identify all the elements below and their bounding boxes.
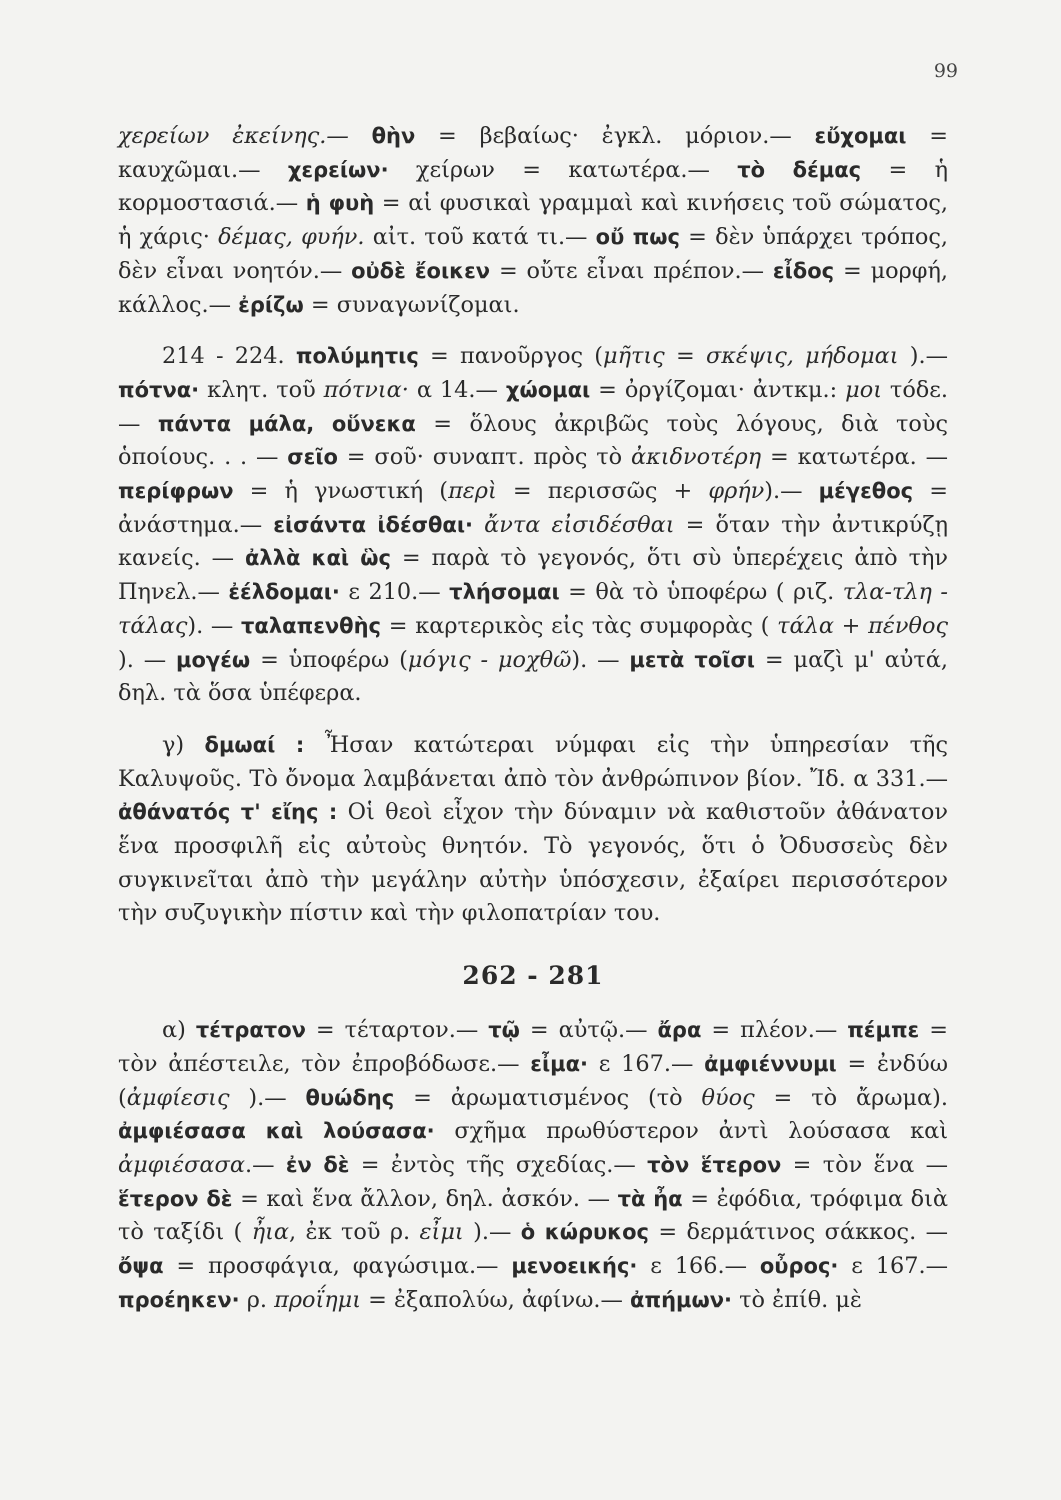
- gloss-text: = καὶ ἕνα ἄλλον, δηλ. ἀσκόν. —: [232, 1185, 618, 1212]
- lemma-term: χερείων·: [287, 157, 389, 182]
- paragraph-4: [118, 1014, 948, 1317]
- lemma-term: ἐν δὲ: [285, 1152, 350, 1177]
- italic-text: ἄντα εἰσιδέσθαι: [484, 511, 675, 538]
- lemma-term: ἀμφιέννυμι: [704, 1051, 837, 1076]
- gloss-text: = περισσῶς +: [496, 478, 709, 505]
- lemma-term: ἀθάνατός τ' εἴης :: [118, 800, 338, 825]
- lemma-term: μενοεικής·: [511, 1254, 638, 1279]
- page-number: 99: [933, 60, 958, 82]
- gloss-text: τόδε. —: [118, 376, 949, 437]
- lemma-term: τὰ ἦα: [617, 1186, 683, 1211]
- italic-text: ἀκιδνοτέρη: [630, 444, 762, 471]
- gloss-text: ε 167.—: [838, 1253, 948, 1280]
- italic-text: μοι: [845, 376, 882, 403]
- lemma-term: εἰσάντα ἰδέσθαι·: [273, 512, 474, 537]
- gloss-text: = τέταρτον.—: [305, 1017, 489, 1044]
- gloss-text: [473, 512, 484, 538]
- italic-text: μόγις - μοχθῶ: [407, 646, 572, 673]
- lemma-term: μετὰ τοῖσι: [629, 647, 755, 672]
- lemma-term: ἐρίζω: [238, 292, 304, 317]
- lemma-term: εὔχομαι: [814, 124, 907, 148]
- italic-text: σκέψις, μήδομαι: [705, 343, 899, 370]
- gloss-text: = καρτερικὸς εἰς τὰς συμφορὰς (: [381, 612, 778, 639]
- body-text: [118, 120, 948, 1318]
- gloss-text: = ὀργίζομαι· ἀντκμ.:: [590, 376, 846, 403]
- gloss-text: =: [664, 343, 706, 370]
- lemma-term: τέτρατον: [195, 1018, 306, 1043]
- lemma-term: ἀλλὰ καὶ ὣς: [245, 546, 391, 571]
- gloss-text: = αὐτῷ.—: [519, 1017, 658, 1044]
- italic-text: δέμας, φυήν.: [218, 224, 365, 251]
- gloss-text: Ἦσαν κατώτεραι νύμφαι εἰς τὴν ὑπηρεσίαν τῆς Καλυψοῦς. Τὸ ὄνομα λαμβάνεται ἀπὸ τὸν ἀνθρώπινον βίον. Ἴδ. α 331.—: [118, 731, 948, 792]
- paragraph-3: [118, 729, 948, 931]
- gloss-text: γ): [162, 731, 205, 758]
- lemma-term: μέγεθος: [818, 479, 914, 504]
- gloss-text: = αἱ φυσικαὶ γραμμαὶ καὶ κινήσεις τοῦ σώματος, ἡ χάρις·: [118, 190, 948, 251]
- gloss-text: ).—: [229, 1084, 306, 1111]
- gloss-text: χείρων = κατωτέρα.—: [388, 156, 738, 183]
- gloss-text: Οἱ θεοὶ εἶχον τὴν δύναμιν νὰ καθιστοῦν ἀθάνατον ἕνα προσφιλῆ εἰς αὐτοὺς θνητόν. Τὸ γεγονός, ὅτι ὁ Ὀδυσσεὺς δὲν συγκινεῖται ἀπὸ τὴν μεγάλην αὐτὴν ὑπόσχεσιν, ἐξαίρει περισσότερον τὴν συζυγικὴν πίστιν καὶ τὴν φιλοπατρίαν του.: [118, 799, 949, 927]
- gloss-text: κλητ. τοῦ: [199, 376, 324, 403]
- gloss-text: ).—: [764, 478, 819, 505]
- gloss-text: ). —: [571, 646, 630, 673]
- italic-text: φρήν: [708, 478, 765, 505]
- gloss-text: , ἐκ τοῦ ρ.: [289, 1219, 420, 1246]
- lemma-term: οὔ πως: [595, 225, 680, 250]
- gloss-text: = συναγωνίζομαι.: [303, 291, 520, 318]
- gloss-text: τὸ ἐπίθ. μὲ: [732, 1286, 862, 1313]
- gloss-text: = τὸν ἀπέστειλε, τὸν ἐπροβόδωσε.—: [118, 1017, 948, 1077]
- italic-text: μῆτις: [603, 343, 665, 370]
- lemma-term: σεῖο: [287, 445, 338, 470]
- lemma-term: τῷ: [488, 1018, 520, 1043]
- lemma-term: τὸν ἕτερον: [647, 1152, 782, 1177]
- lemma-term: ταλαπενθὴς: [241, 613, 382, 638]
- lemma-term: τὸ δέμας: [737, 157, 862, 182]
- italic-text: πότνια·: [323, 376, 409, 403]
- gloss-text: = προσφάγια, φαγώσιμα.—: [163, 1253, 512, 1280]
- gloss-text: = ἀρωματισμένος (τὸ: [394, 1084, 702, 1111]
- gloss-text: = ἡ κορμοστασιά.—: [118, 156, 948, 217]
- gloss-text: = ἐντὸς τῆς σχεδίας.—: [349, 1151, 648, 1178]
- gloss-text: = τὸν ἕνα —: [781, 1151, 948, 1178]
- lemma-term: πολύμητις: [295, 344, 419, 369]
- gloss-text: αἰτ. τοῦ κατά τι.—: [364, 224, 596, 251]
- gloss-text: = μορφή, κάλλος.—: [118, 257, 948, 318]
- lemma-term: τλήσομαι: [449, 580, 560, 605]
- lemma-term: ὄψα: [118, 1254, 164, 1279]
- gloss-text: = ὅλους ἀκριβῶς τοὺς λόγους, διὰ τοὺς ὁποίους. . . —: [118, 410, 948, 471]
- italic-text: χερείων ἐκείνης.—: [118, 123, 372, 149]
- lemma-term: θὴν: [371, 124, 416, 148]
- italic-text: τάλα: [777, 612, 834, 639]
- lemma-term: πέμπε: [847, 1018, 920, 1043]
- gloss-text: = οὔτε εἶναι πρέπον.—: [490, 257, 773, 284]
- lemma-term: πάντα μάλα, οὕνεκα: [157, 411, 416, 436]
- gloss-text: = πανοῦργος (: [418, 343, 604, 370]
- italic-text: εἶμι: [419, 1219, 464, 1246]
- gloss-text: = κατωτέρα. —: [761, 444, 948, 471]
- italic-text: πένθος: [868, 612, 949, 639]
- lemma-term: ἀμφιέσασα καὶ λούσασα·: [118, 1119, 435, 1144]
- gloss-text: = καυχῶμαι.—: [118, 123, 948, 183]
- lemma-term: θυώδης: [305, 1085, 395, 1110]
- gloss-text: = ἐνδύω (: [118, 1050, 948, 1111]
- lemma-term: οὐδὲ ἔοικεν: [351, 258, 491, 283]
- gloss-text: ε 167.—: [588, 1050, 705, 1077]
- gloss-text: ). —: [187, 612, 242, 639]
- gloss-text: +: [833, 612, 869, 639]
- lemma-term: πότνα·: [118, 377, 200, 402]
- gloss-text: .—: [244, 1151, 286, 1178]
- gloss-text: = ἡ γνωστική (: [233, 478, 449, 505]
- lemma-term: ὁ κώρυκος: [520, 1220, 649, 1245]
- italic-text: τλα-τλη - τάλας: [118, 579, 948, 639]
- gloss-text: σχῆμα πρωθύστερον ἀντὶ λούσασα καὶ: [434, 1118, 948, 1145]
- gloss-text: ε 166.—: [637, 1253, 760, 1280]
- italic-text: προΐημι: [274, 1286, 362, 1313]
- gloss-text: = ἐξαπολύω, ἀφίνω.—: [361, 1286, 631, 1313]
- gloss-text: = ὑποφέρω (: [250, 646, 408, 673]
- lemma-term: εἶδος: [772, 258, 835, 283]
- lemma-term: ἄρα: [657, 1018, 702, 1043]
- paragraph-1: [118, 120, 948, 322]
- gloss-text: = θὰ τὸ ὑποφέρω ( ριζ.: [559, 579, 843, 606]
- gloss-text: α): [162, 1017, 196, 1044]
- gloss-text: 214 - 224.: [162, 343, 296, 370]
- italic-text: ἀμφιέσασα: [118, 1151, 245, 1178]
- gloss-text: = ἀνάστημα.—: [118, 478, 948, 538]
- section-heading: 262 - 281: [462, 961, 604, 991]
- lemma-term: χώομαι: [505, 377, 591, 402]
- gloss-text: = σοῦ· συναπτ. πρὸς τὸ: [337, 444, 631, 471]
- gloss-text: ).—: [898, 343, 948, 370]
- lemma-term: μογέω: [176, 647, 251, 672]
- italic-text: ἀμφίεσις: [126, 1084, 230, 1111]
- lemma-term: ἀπήμων·: [630, 1287, 733, 1312]
- paragraph-2: [118, 340, 948, 711]
- gloss-text: = ὅταν τὴν ἀντικρύζῃ κανείς. —: [118, 511, 948, 572]
- lemma-term: οὖρος·: [759, 1254, 839, 1279]
- lemma-term: προέηκεν·: [118, 1287, 240, 1312]
- gloss-text: = ἐφόδια, τρόφιμα διὰ τὸ ταξίδι (: [118, 1185, 948, 1246]
- gloss-text: ).—: [463, 1219, 521, 1246]
- lemma-term: ἡ φυὴ: [305, 191, 375, 216]
- lemma-term: εἶμα·: [530, 1051, 589, 1076]
- gloss-text: ). —: [118, 646, 177, 673]
- lemma-term: ἕτερον δὲ: [118, 1186, 233, 1211]
- gloss-text: = δὲν ὑπάρχει τρόπος, δὲν εἶναι νοητόν.—: [118, 224, 949, 284]
- italic-text: θύος: [701, 1084, 755, 1111]
- lemma-term: ἐέλδομαι·: [228, 580, 340, 605]
- lemma-term: περίφρων: [118, 479, 234, 504]
- gloss-text: ε 210.—: [339, 579, 450, 606]
- gloss-text: ρ.: [239, 1286, 275, 1313]
- gloss-text: = παρὰ τὸ γεγονός, ὅτι σὺ ὑπερέχεις ἀπὸ τὴν Πηνελ.—: [118, 545, 948, 606]
- lemma-term: δμωαί :: [204, 732, 305, 757]
- gloss-text: = πλέον.—: [701, 1017, 848, 1044]
- italic-text: ἦια: [251, 1219, 290, 1246]
- gloss-text: = δερμάτινος σάκκος. —: [648, 1219, 948, 1246]
- gloss-text: α 14.—: [408, 376, 506, 403]
- italic-text: περὶ: [448, 478, 497, 505]
- gloss-text: = μαζὶ μ' αὐτά, δηλ. τὰ ὅσα ὑπέφερα.: [118, 646, 949, 707]
- gloss-text: = βεβαίως· ἐγκλ. μόριον.—: [415, 123, 815, 149]
- gloss-text: = τὸ ἄρωμα).: [754, 1084, 949, 1111]
